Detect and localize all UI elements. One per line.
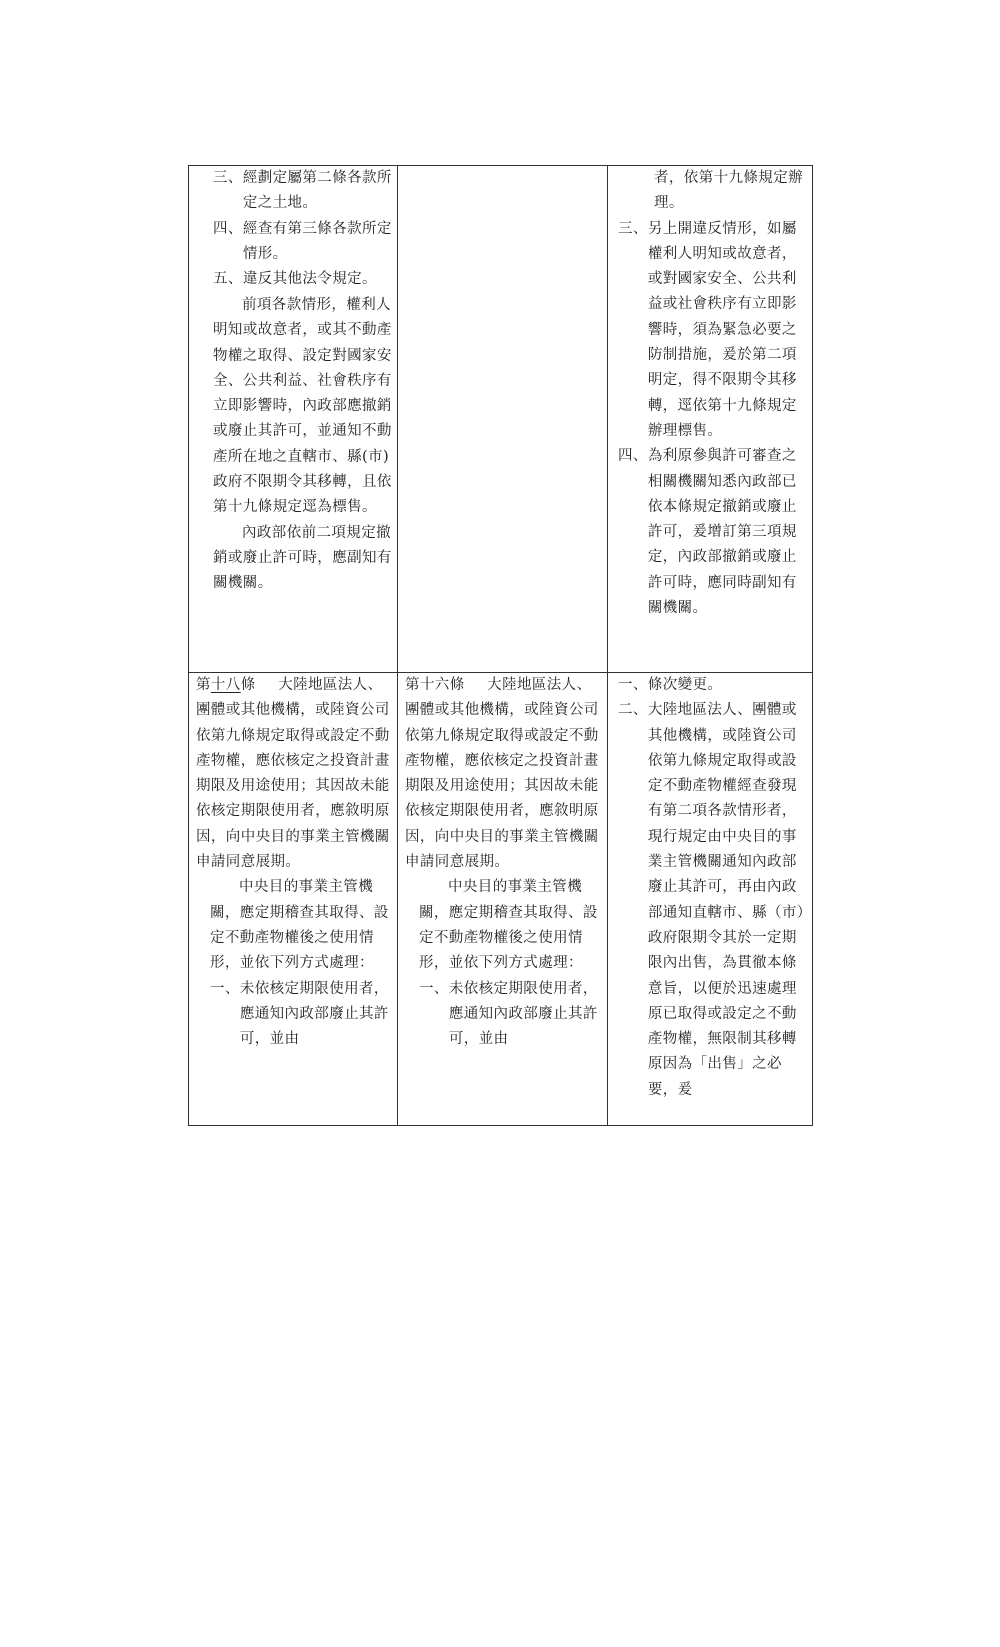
upper-left-cell	[213, 166, 393, 292]
article-16-paragraph-1	[405, 673, 601, 875]
item-text: 另上開違反情形，如屬權利人明知或故意者，或對國家安全、公共利益或社會秩序有立即影響時，須為緊急必要之防制措施，爰於第二項明定，得不限期令其移轉，逕依第十九條規定辦理標售。	[647, 220, 797, 439]
article-18-item-1	[196, 977, 392, 1053]
article-body: 大陸地區法人、團體或其他機構，或陸資公司依第九條規定取得或設定不動產物權，應依核定之投資計畫期限及用途使用；其因故未能依核定期限使用者，應敘明原因，向中央目的事業主管機關申請同意展期。	[405, 677, 599, 871]
article-number-underlined: 十八	[210, 677, 241, 693]
column-divider-1	[397, 165, 398, 1126]
paragraph-3: 內政部依前二項規定撤銷或廢止許可時，應副知有關機關。	[213, 524, 392, 592]
item-number: 三、	[213, 170, 243, 186]
item-text: 違反其他法令規定。	[242, 271, 377, 288]
article-prefix: 第	[196, 677, 211, 693]
upper-right-cell	[618, 166, 808, 621]
lower-right-item-2	[618, 698, 808, 1103]
upper-left-item-4	[213, 217, 393, 268]
column-divider-2	[607, 165, 608, 1126]
lower-right-item-1	[618, 673, 808, 698]
item-text: 大陸地區法人、團體或其他機構，或陸資公司依第九條規定取得或設定不動產物權經查發現有第二項各款情形者，現行規定由中央目的事業主管機關通知內政部廢止其許可，再由內政部通知直轄市、縣（市）政府限期令其於一定期限內出售，為貫徹本條意旨，以便於迅速處理原已取得或設定之不動產物權，無限制其移轉原因為「出售」之必要，爰	[647, 702, 805, 1098]
item-number: 三、	[618, 220, 648, 237]
item-text: 未依核定期限使用者，應通知內政部廢止其許可，並由	[448, 980, 598, 1048]
upper-left-item-5	[213, 267, 393, 292]
article-16-paragraph-2: 中央目的事業主管機關，應定期稽查其取得、設定不動產物權後之使用情形，並依下列方式處理：	[419, 879, 598, 972]
lower-right-cell	[618, 673, 808, 1103]
upper-right-item-4	[618, 444, 808, 621]
item-text: 未依核定期限使用者，應通知內政部廢止其許可，並由	[239, 980, 389, 1048]
item-text: 為利原參與許可審查之相關機關知悉內政部已依本條規定撤銷或廢止許可，爰增訂第三項規定，內政部撤銷或廢止許可時，應同時副知有關機關。	[647, 448, 797, 617]
article-16-item-1	[405, 977, 601, 1053]
item-number: 二、	[618, 702, 648, 719]
upper-right-item-3	[618, 217, 808, 445]
item-number: 四、	[618, 448, 648, 465]
upper-left-paragraphs	[213, 293, 393, 597]
paragraph-2: 前項各款情形，權利人明知或故意者，或其不動產物權之取得、設定對國家安全、公共利益、社會秩序有立即影響時，內政部應撤銷或廢止其許可，並通知不動產所在地之直轄市、縣(市)政府不限期令其移轉，且依第十九條規定逕為標售。	[213, 297, 392, 516]
item-text: 條次變更。	[647, 677, 723, 693]
article-18-paragraph-2: 中央目的事業主管機關，應定期稽查其取得、設定不動產物權後之使用情形，並依下列方式處理：	[210, 879, 389, 972]
lower-left-cell	[196, 673, 392, 1052]
article-label: 第十六條	[405, 677, 465, 693]
article-body: 大陸地區法人、團體或其他機構，或陸資公司依第九條規定取得或設定不動產物權，應依核定之投資計畫期限及用途使用；其因故未能依核定期限使用者，應敘明原因，向中央目的事業主管機關申請同意展期。	[196, 677, 390, 871]
article-18-paragraph-1	[196, 673, 392, 875]
item-number: 一、	[210, 980, 240, 997]
item-text: 經劃定屬第二條各款所定之土地。	[242, 170, 392, 212]
item-number: 五、	[213, 271, 243, 288]
upper-left-item-3	[213, 166, 393, 217]
lower-middle-cell	[405, 673, 601, 1052]
item-number: 四、	[213, 220, 243, 237]
item-number: 一、	[618, 677, 648, 693]
item-text: 經查有第三條各款所定情形。	[242, 220, 392, 262]
continued-text: 者，依第十九條規定辦理。	[654, 170, 803, 212]
item-number: 一、	[419, 980, 449, 997]
article-suffix: 條	[240, 677, 256, 693]
